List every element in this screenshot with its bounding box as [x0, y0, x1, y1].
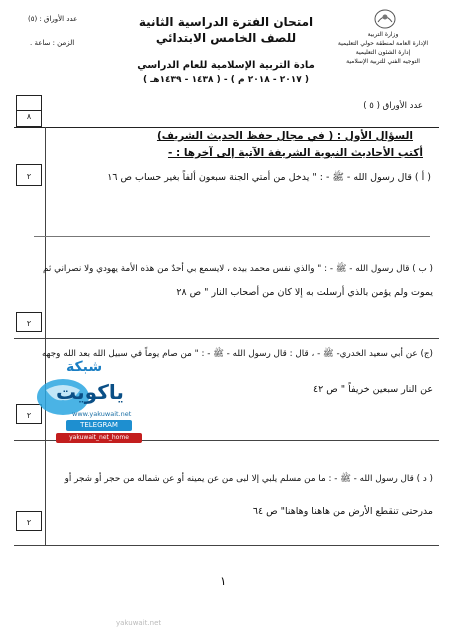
section-divider: [14, 545, 439, 546]
hadith-item-b-line2: يموت ولم يؤمن بالذي أرسلت به إلا كان من أصحاب النار " ص ٢٨: [176, 287, 433, 298]
telegram-badge: [66, 420, 132, 431]
handle-badge: [56, 433, 142, 443]
hadith-item-b: ( ب ) قال رسول الله - ﷺ - : " والذي نفس محمد بيده ، لايسمع بي أحدٌ من هذه الأمة يهودي ولا نصراني ثم: [43, 264, 433, 274]
mark-value: ٢: [26, 319, 32, 328]
hadith-item-a: ( أ ) قال رسول الله - ﷺ - : " يدخل من أمتي الجنة سبعون ألفاً بغير حساب ص ١٦: [107, 172, 431, 183]
exam-duration: الزمن : ساعة .: [30, 39, 75, 47]
watermark-logo: [26, 360, 156, 450]
question-instruction: أكتب الأحاديث النبوية الشريفة الآتية إلى آخرها : -: [167, 147, 423, 159]
mark-value: ٢: [26, 518, 32, 527]
header-divider: [14, 127, 439, 128]
hadith-item-c: (ج) عن أبي سعيد الخدري- ﷺ - ، قال : قال رسول الله - ﷺ - : " من صام يوماً في سبيل الله بعد الله وجهه: [41, 349, 433, 359]
ministry-block: [327, 30, 439, 66]
hadith-item-c-line2: عن النار سبعين خريفاً " ص ٤٢: [313, 384, 433, 395]
ministry-line: التوجيه الفني للتربية الإسلامية: [346, 58, 420, 65]
score-divider: [17, 110, 41, 111]
section-divider: [14, 338, 439, 339]
ministry-emblem-icon: [373, 8, 397, 30]
ministry-line: وزارة التربية: [367, 31, 399, 38]
grade-title: للصف الخامس الابتدائي: [155, 31, 297, 45]
hadith-item-d-line2: مدرحتى تنقطع الأرض من هاهنا وهاهنا" ص ٦٤: [252, 506, 433, 517]
page-number: ١: [220, 574, 227, 588]
subject-title: مادة التربية الإسلامية للعام الدراسي: [137, 60, 315, 71]
year-title: ( ٢٠١٧ - ٢٠١٨ م ) - ( ١٤٣٨ - ١٤٣٩هـ ): [142, 75, 310, 85]
marks-column-border: [45, 127, 46, 545]
hadith-item-d: ( د ) قال رسول الله - ﷺ - : ما من مسلم يلبي إلا لبى من عن يمينه أو عن شماله من حجر أو شجر أو: [64, 474, 433, 484]
ministry-line: الإدارة العامة لمنطقة حولي التعليمية: [337, 40, 429, 47]
score-value: ٨: [26, 112, 32, 121]
watermark-text: yakuwait.net: [116, 619, 162, 627]
mark-value: ٢: [26, 411, 32, 420]
pages-count-left: عدد الأوراق : (٥): [28, 15, 78, 23]
question-heading: السؤال الأول : ( في مجال حفظ الحديث الشريف): [156, 130, 413, 142]
mark-box-d: [16, 511, 42, 531]
score-box: [16, 95, 42, 127]
telegram-label: TELEGRAM: [80, 421, 118, 429]
logo-word-yakuwait: ياكويت: [56, 380, 124, 404]
mark-box-a: [16, 164, 42, 186]
mark-box-b: [16, 312, 42, 332]
exam-title: امتحان الفترة الدراسية الثانية: [138, 15, 314, 29]
logo-word-shabaka: شبكة: [66, 359, 103, 375]
handle-label: yakuwait_net_home: [69, 434, 129, 441]
pages-count-right: عدد الأوراق ( ٥ ): [363, 101, 423, 111]
logo-site: www.yakuwait.net: [72, 410, 132, 418]
answer-line: [34, 236, 430, 237]
mark-value: ٢: [26, 172, 32, 181]
ministry-line: إدارة الشئون التعليمية: [355, 49, 411, 56]
